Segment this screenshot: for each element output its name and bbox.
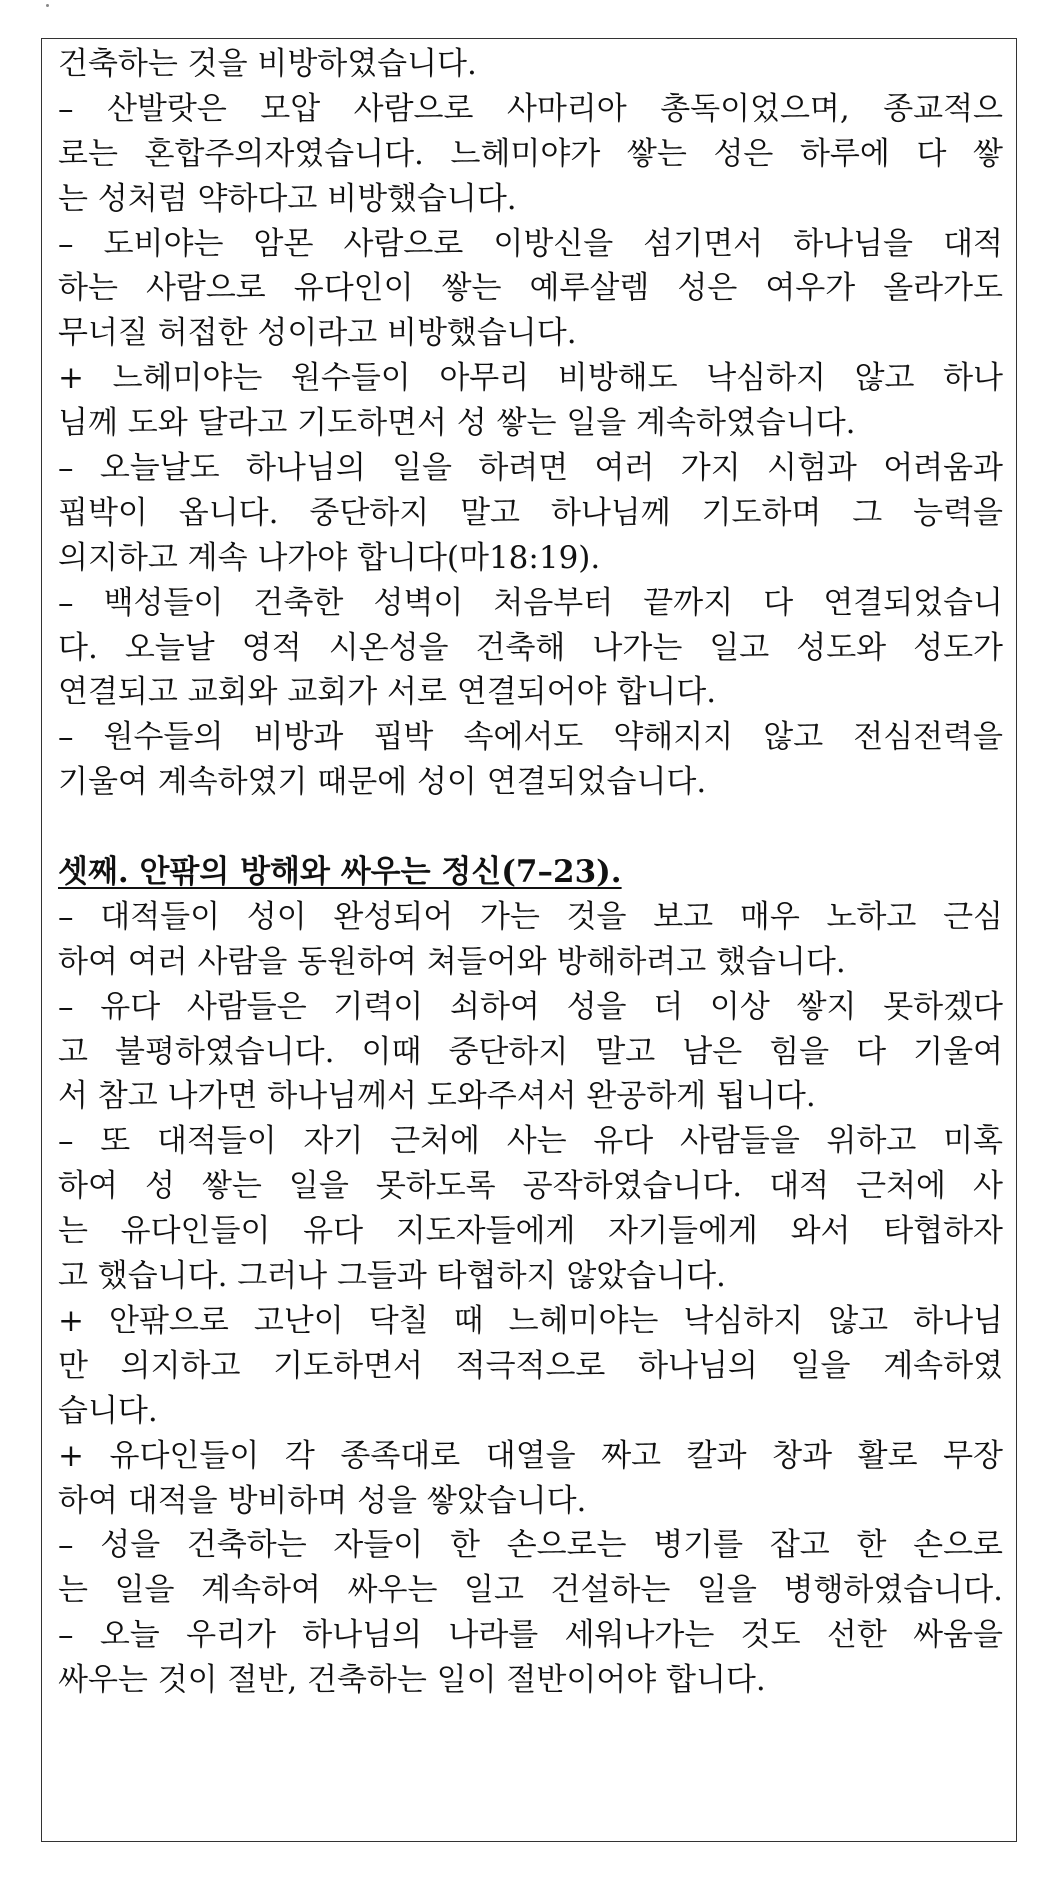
- text-line: 연결되고 교회와 교회가 서로 연결되어야 합니다.: [58, 674, 717, 711]
- text-block-lower: [58, 895, 1003, 1703]
- text-line: 하여 여러 사람을 동원하여 쳐들어와 방해하려고 했습니다.: [58, 943, 846, 980]
- text-line: – 산발랏은 모압 사람으로 사마리아 총독이었으며, 종교적으: [58, 90, 1003, 127]
- text-line: 고 했습니다. 그러나 그들과 타협하지 않았습니다.: [58, 1258, 726, 1295]
- text-line: 는 일을 계속하여 싸우는 일고 건설하는 일을 병행하였습니다.: [58, 1572, 1003, 1609]
- text-line: 로는 혼합주의자였습니다. 느헤미야가 쌓는 성은 하루에 다 쌓: [58, 135, 1003, 172]
- text-line: – 대적들이 성이 완성되어 가는 것을 보고 매우 노하고 근심: [58, 898, 1003, 935]
- text-line: 싸우는 것이 절반, 건축하는 일이 절반이어야 합니다.: [58, 1662, 766, 1699]
- text-line: + 안팎으로 고난이 닥칠 때 느헤미야는 낙심하지 않고 하나님: [58, 1302, 1003, 1339]
- text-line: 다. 오늘날 영적 시온성을 건축해 나가는 일고 성도와 성도가: [58, 629, 1003, 666]
- text-line: – 원수들의 비방과 핍박 속에서도 약해지지 않고 전심전력을: [58, 719, 1003, 756]
- text-line: 건축하는 것을 비방하였습니다.: [58, 46, 477, 82]
- text-line: – 성을 건축하는 자들이 한 손으로는 병기를 잡고 한 손으로: [58, 1527, 1003, 1564]
- scan-speck: [46, 4, 49, 7]
- text-line: – 백성들이 건축한 성벽이 처음부터 끝까지 다 연결되었습니: [58, 584, 1003, 621]
- text-line: – 유다 사람들은 기력이 쇠하여 성을 더 이상 쌓지 못하겠다: [58, 988, 1003, 1025]
- text-line: – 오늘 우리가 하나님의 나라를 세워나가는 것도 선한 싸움을: [58, 1617, 1003, 1654]
- text-line: 핍박이 옵니다. 중단하지 말고 하나님께 기도하며 그 능력을: [58, 494, 1003, 531]
- text-line: 는 성처럼 약하다고 비방했습니다.: [58, 180, 517, 217]
- text-line: 무너질 허접한 성이라고 비방했습니다.: [58, 315, 577, 352]
- section-heading-text: 셋째. 안팎의 방해와 싸우는 정신(7–23).: [58, 854, 622, 891]
- text-line: 의지하고 계속 나가야 합니다(마18:19).: [58, 539, 601, 576]
- text-line: + 유다인들이 각 종족대로 대열을 짜고 칼과 창과 활로 무장: [58, 1437, 1003, 1474]
- text-line: 서 참고 나가면 하나님께서 도와주셔서 완공하게 됩니다.: [58, 1078, 816, 1115]
- text-line: + 느헤미야는 원수들이 아무리 비방해도 낙심하지 않고 하나: [58, 360, 1003, 397]
- document-body: [58, 42, 1003, 1703]
- blank-line: [58, 805, 1003, 850]
- text-line: 고 불평하였습니다. 이때 중단하지 말고 남은 힘을 다 기울여: [58, 1033, 1003, 1070]
- text-line: 님께 도와 달라고 기도하면서 성 쌓는 일을 계속하였습니다.: [58, 405, 856, 442]
- text-line: 하여 성 쌓는 일을 못하도록 공작하였습니다. 대적 근처에 사: [58, 1168, 1003, 1205]
- text-block-upper: [58, 42, 1003, 805]
- text-line: 하여 대적을 방비하며 성을 쌓았습니다.: [58, 1482, 587, 1519]
- text-line: 습니다.: [58, 1392, 158, 1429]
- text-line: 만 의지하고 기도하면서 적극적으로 하나님의 일을 계속하였: [58, 1347, 1003, 1384]
- text-line: 는 유다인들이 유다 지도자들에게 자기들에게 와서 타협하자: [58, 1213, 1003, 1250]
- text-line: – 도비야는 암몬 사람으로 이방신을 섬기면서 하나님을 대적: [58, 225, 1003, 262]
- text-line: – 또 대적들이 자기 근처에 사는 유다 사람들을 위하고 미혹: [58, 1123, 1003, 1160]
- text-line: 기울여 계속하였기 때문에 성이 연결되었습니다.: [58, 764, 707, 801]
- text-line: 하는 사람으로 유다인이 쌓는 예루살렘 성은 여우가 올라가도: [58, 270, 1003, 307]
- text-line: – 오늘날도 하나님의 일을 하려면 여러 가지 시험과 어려움과: [58, 450, 1003, 487]
- section-heading: [58, 850, 1003, 895]
